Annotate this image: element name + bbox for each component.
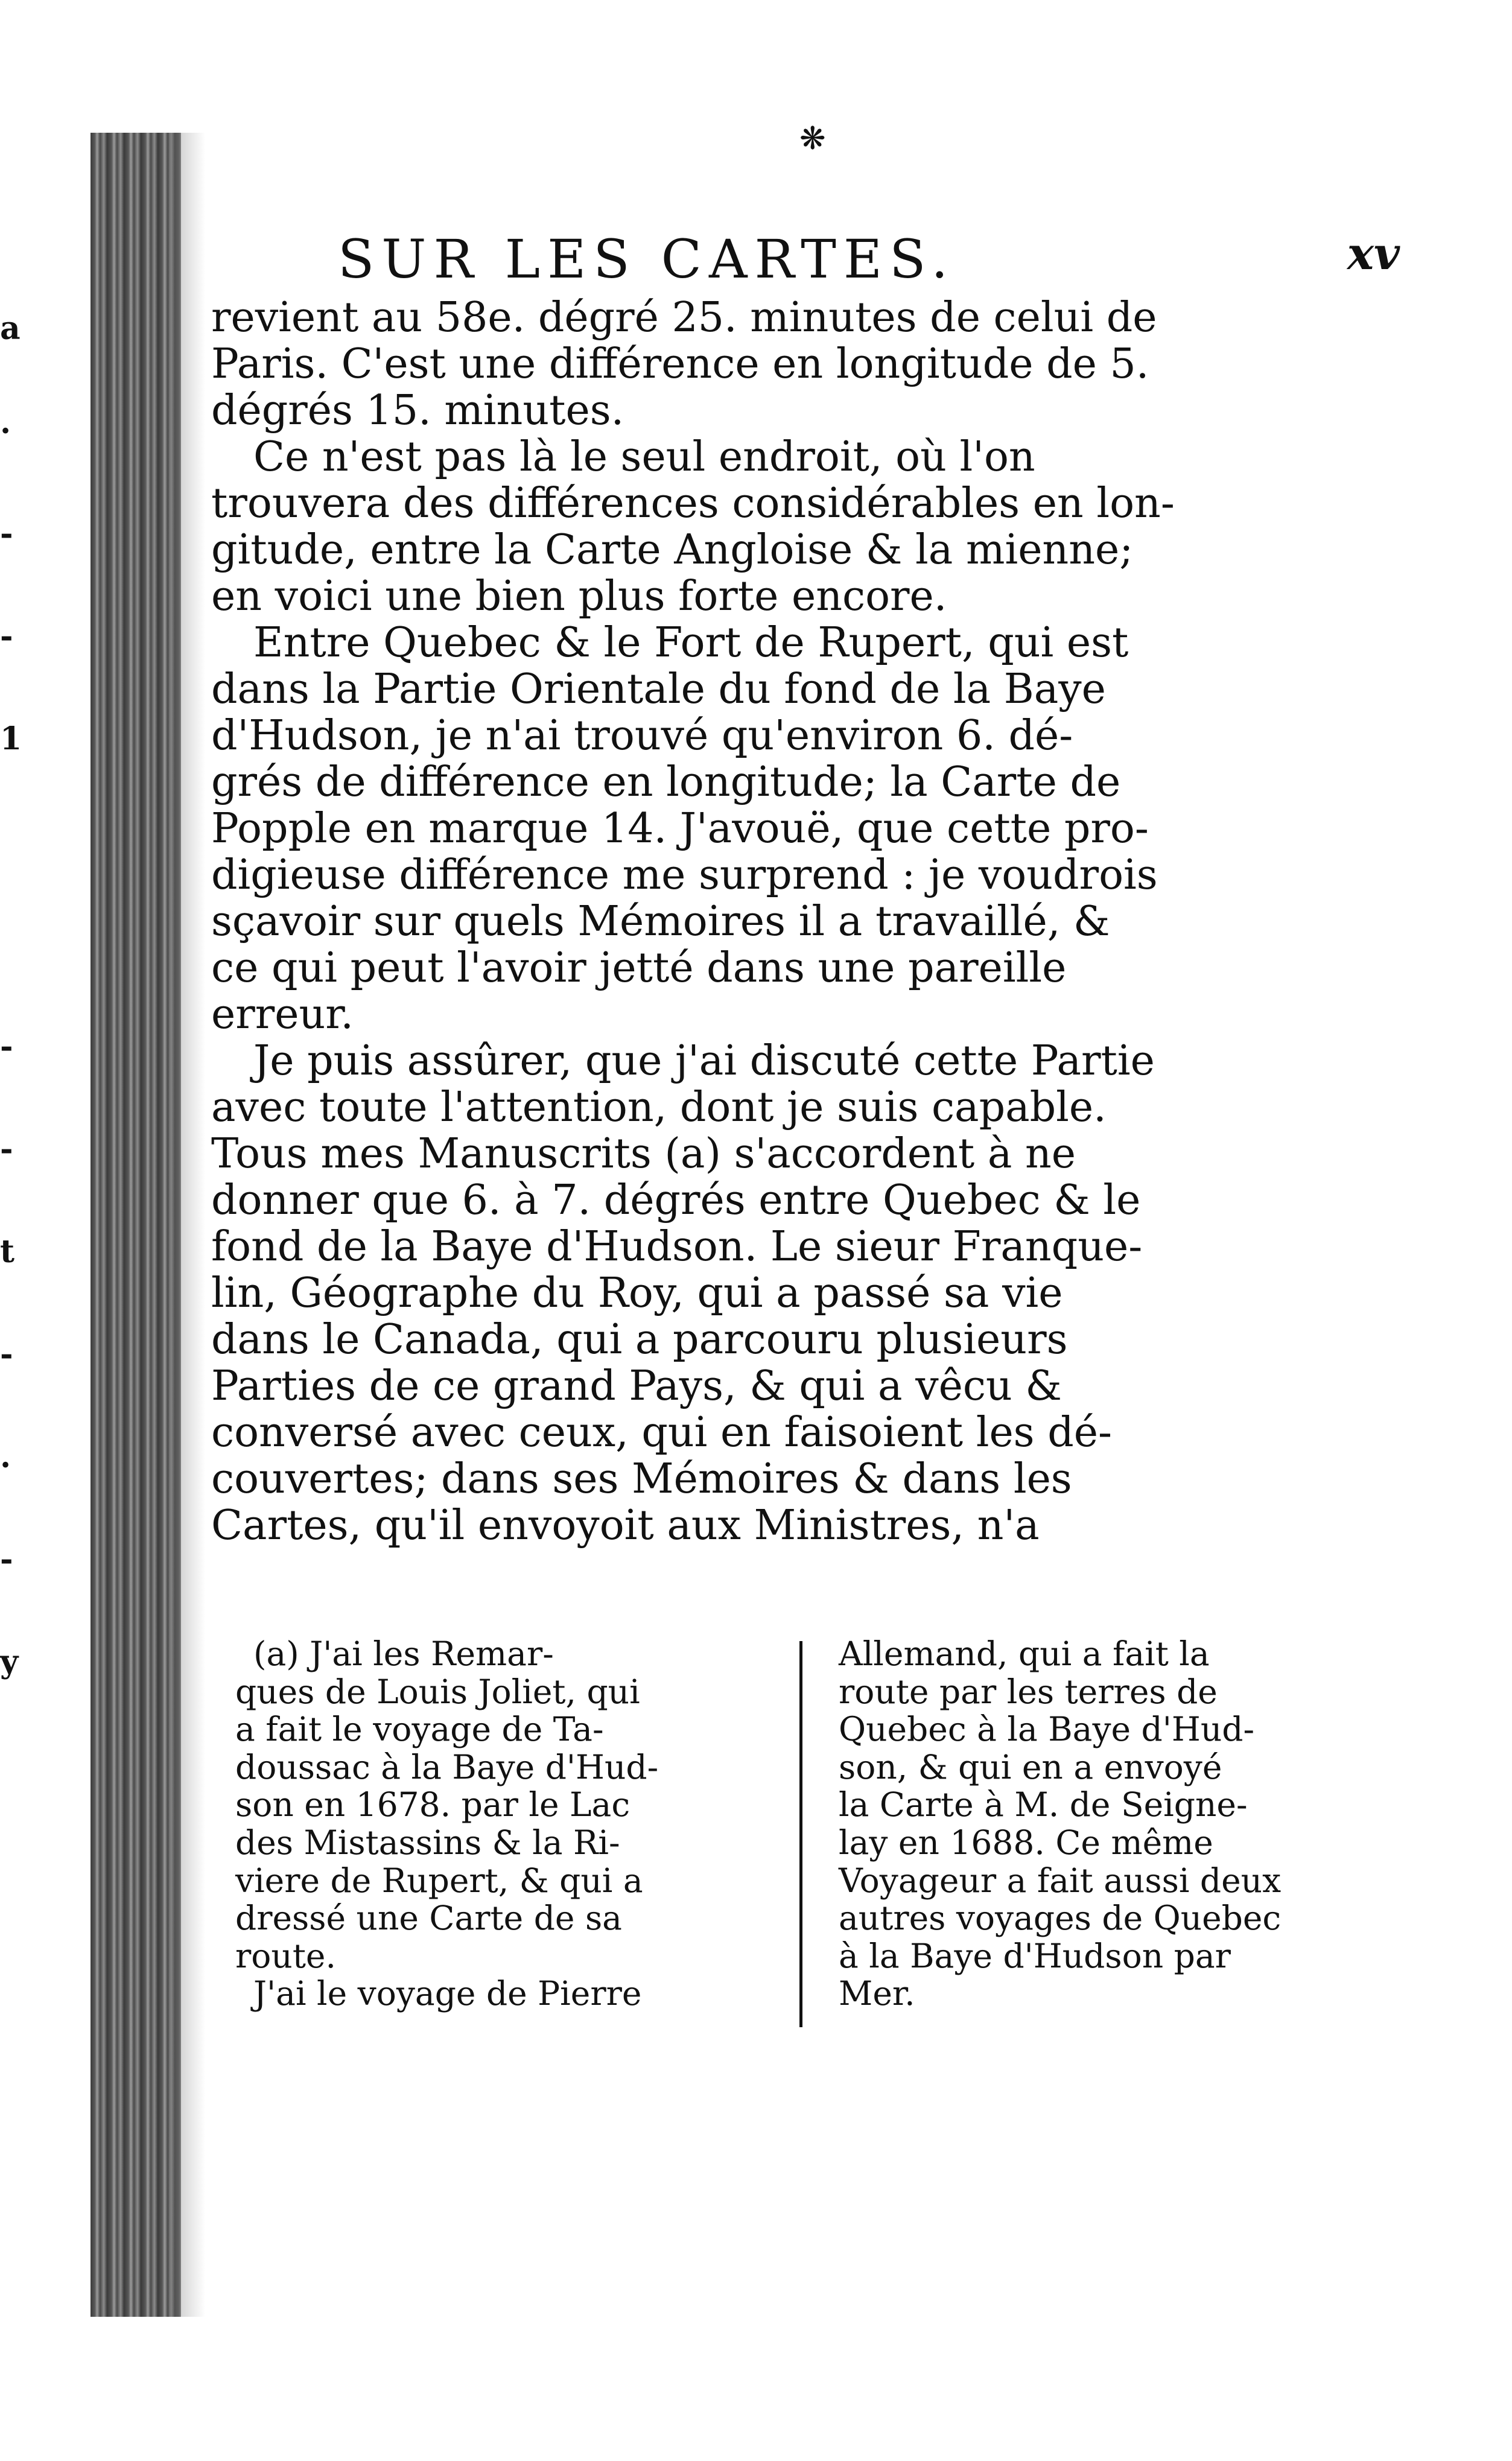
footnote-line: Allemand, qui a fait la (839, 1634, 1210, 1673)
text-line: sçavoir sur quels Mémoires il a travaillé, & (211, 898, 1110, 945)
text-line: donner que 6. à 7. dégrés entre Quebec & le (211, 1177, 1141, 1224)
main-text-block (211, 294, 1394, 1549)
margin-mark: - (0, 1028, 13, 1065)
text-line: trouvera des différences considérables en lon- (211, 480, 1175, 527)
gutter-shadow (169, 133, 205, 2317)
margin-mark: - (0, 515, 13, 552)
margin-mark: 1 (0, 720, 22, 757)
running-head-title: SUR LES CARTES. (338, 228, 956, 290)
footnote-line: doussac à la Baye d'Hud- (235, 1747, 659, 1786)
header-ornament: ❋ (799, 121, 826, 157)
text-line: avec toute l'attention, dont je suis capable. (211, 1084, 1107, 1131)
footnote-line: des Mistassins & la Ri- (235, 1823, 620, 1862)
text-line: fond de la Baye d'Hudson. Le sieur Franque- (211, 1223, 1143, 1271)
text-line: ce qui peut l'avoir jetté dans une pareille (211, 944, 1067, 992)
margin-mark (0, 893, 48, 996)
margin-mark: t (0, 1233, 15, 1270)
running-head (338, 228, 1400, 294)
text-line: dans le Canada, qui a parcouru plusieurs (211, 1316, 1068, 1364)
text-line: grés de différence en longitude; la Carte de (211, 758, 1121, 806)
text-line: Cartes, qu'il envoyoit aux Ministres, n'a (211, 1502, 1040, 1549)
text-line: couvertes; dans ses Mémoires & dans les (211, 1455, 1072, 1503)
column-divider (799, 1641, 802, 2027)
margin-mark: a (0, 310, 21, 347)
page-number: xv (1347, 228, 1400, 280)
margin-mark: - (0, 1336, 13, 1373)
text-line: revient au 58e. dégré 25. minutes de celui de (211, 294, 1157, 341)
margin-mark: y (0, 1643, 19, 1680)
left-margin-bleed-through (0, 278, 48, 1713)
margin-mark: · (0, 413, 11, 449)
footnote-column-left (235, 1635, 766, 2013)
text-line: erreur. (211, 991, 354, 1038)
text-line: Popple en marque 14. J'avouë, que cette pro- (211, 805, 1149, 853)
footnote-line: lay en 1688. Ce même (839, 1823, 1213, 1862)
text-line: dégrés 15. minutes. (211, 387, 624, 434)
footnote-line: son en 1678. par le Lac (235, 1785, 631, 1824)
footnote-line: Mer. (839, 1974, 915, 2013)
text-line: en voici une bien plus forte encore. (211, 573, 947, 620)
text-line: Entre Quebec & le Fort de Rupert, qui est (253, 619, 1129, 667)
footnote-line: route par les terres de (839, 1672, 1218, 1711)
margin-mark: . (0, 1438, 11, 1475)
text-line: gitude, entre la Carte Angloise & la mienne; (211, 526, 1134, 574)
text-line: digieuse différence me surprend : je voudrois (211, 851, 1158, 899)
text-line: Tous mes Manuscrits (a) s'accordent à ne (211, 1130, 1076, 1178)
text-line: dans la Partie Orientale du fond de la Baye (211, 665, 1106, 713)
footnote-line: viere de Rupert, & qui a (235, 1861, 643, 1900)
text-line: lin, Géographe du Roy, qui a passé sa vie (211, 1269, 1063, 1317)
footnote-line: ques de Louis Joliet, qui (235, 1672, 640, 1711)
footnote-line: son, & qui en a envoyé (839, 1747, 1222, 1786)
footnote-line: à la Baye d'Hudson par (839, 1936, 1231, 1975)
footnote-line: a fait le voyage de Ta- (235, 1710, 604, 1749)
footnote-line: Voyageur a fait aussi deux (839, 1861, 1282, 1900)
text-line: conversé avec ceux, qui en faisoient les dé- (211, 1409, 1112, 1456)
binding-gutter (91, 133, 181, 2317)
margin-mark: - (0, 1541, 13, 1578)
text-line: d'Hudson, je n'ai trouvé qu'environ 6. dé- (211, 712, 1073, 760)
margin-mark: - (0, 1131, 13, 1167)
footnote-line: route. (235, 1936, 336, 1975)
footnote-line: (a) J'ai les Remar- (253, 1634, 554, 1673)
footnote-line: dressé une Carte de sa (235, 1899, 622, 1938)
footnote-line: la Carte à M. de Seigne- (839, 1785, 1248, 1824)
text-line: Je puis assûrer, que j'ai discuté cette Partie (253, 1037, 1155, 1085)
footnotes (235, 1635, 1400, 2057)
footnote-line: Quebec à la Baye d'Hud- (839, 1710, 1255, 1749)
margin-mark: - (0, 618, 13, 655)
text-line: Parties de ce grand Pays, & qui a vêcu & (211, 1362, 1062, 1410)
footnote-line: autres voyages de Quebec (839, 1899, 1282, 1938)
margin-mark (0, 790, 48, 893)
text-line: Paris. C'est une différence en longitude de 5. (211, 340, 1149, 388)
footnote-line: J'ai le voyage de Pierre (253, 1974, 642, 2013)
text-line: Ce n'est pas là le seul endroit, où l'on (253, 433, 1035, 481)
footnote-column-right (839, 1635, 1382, 2013)
